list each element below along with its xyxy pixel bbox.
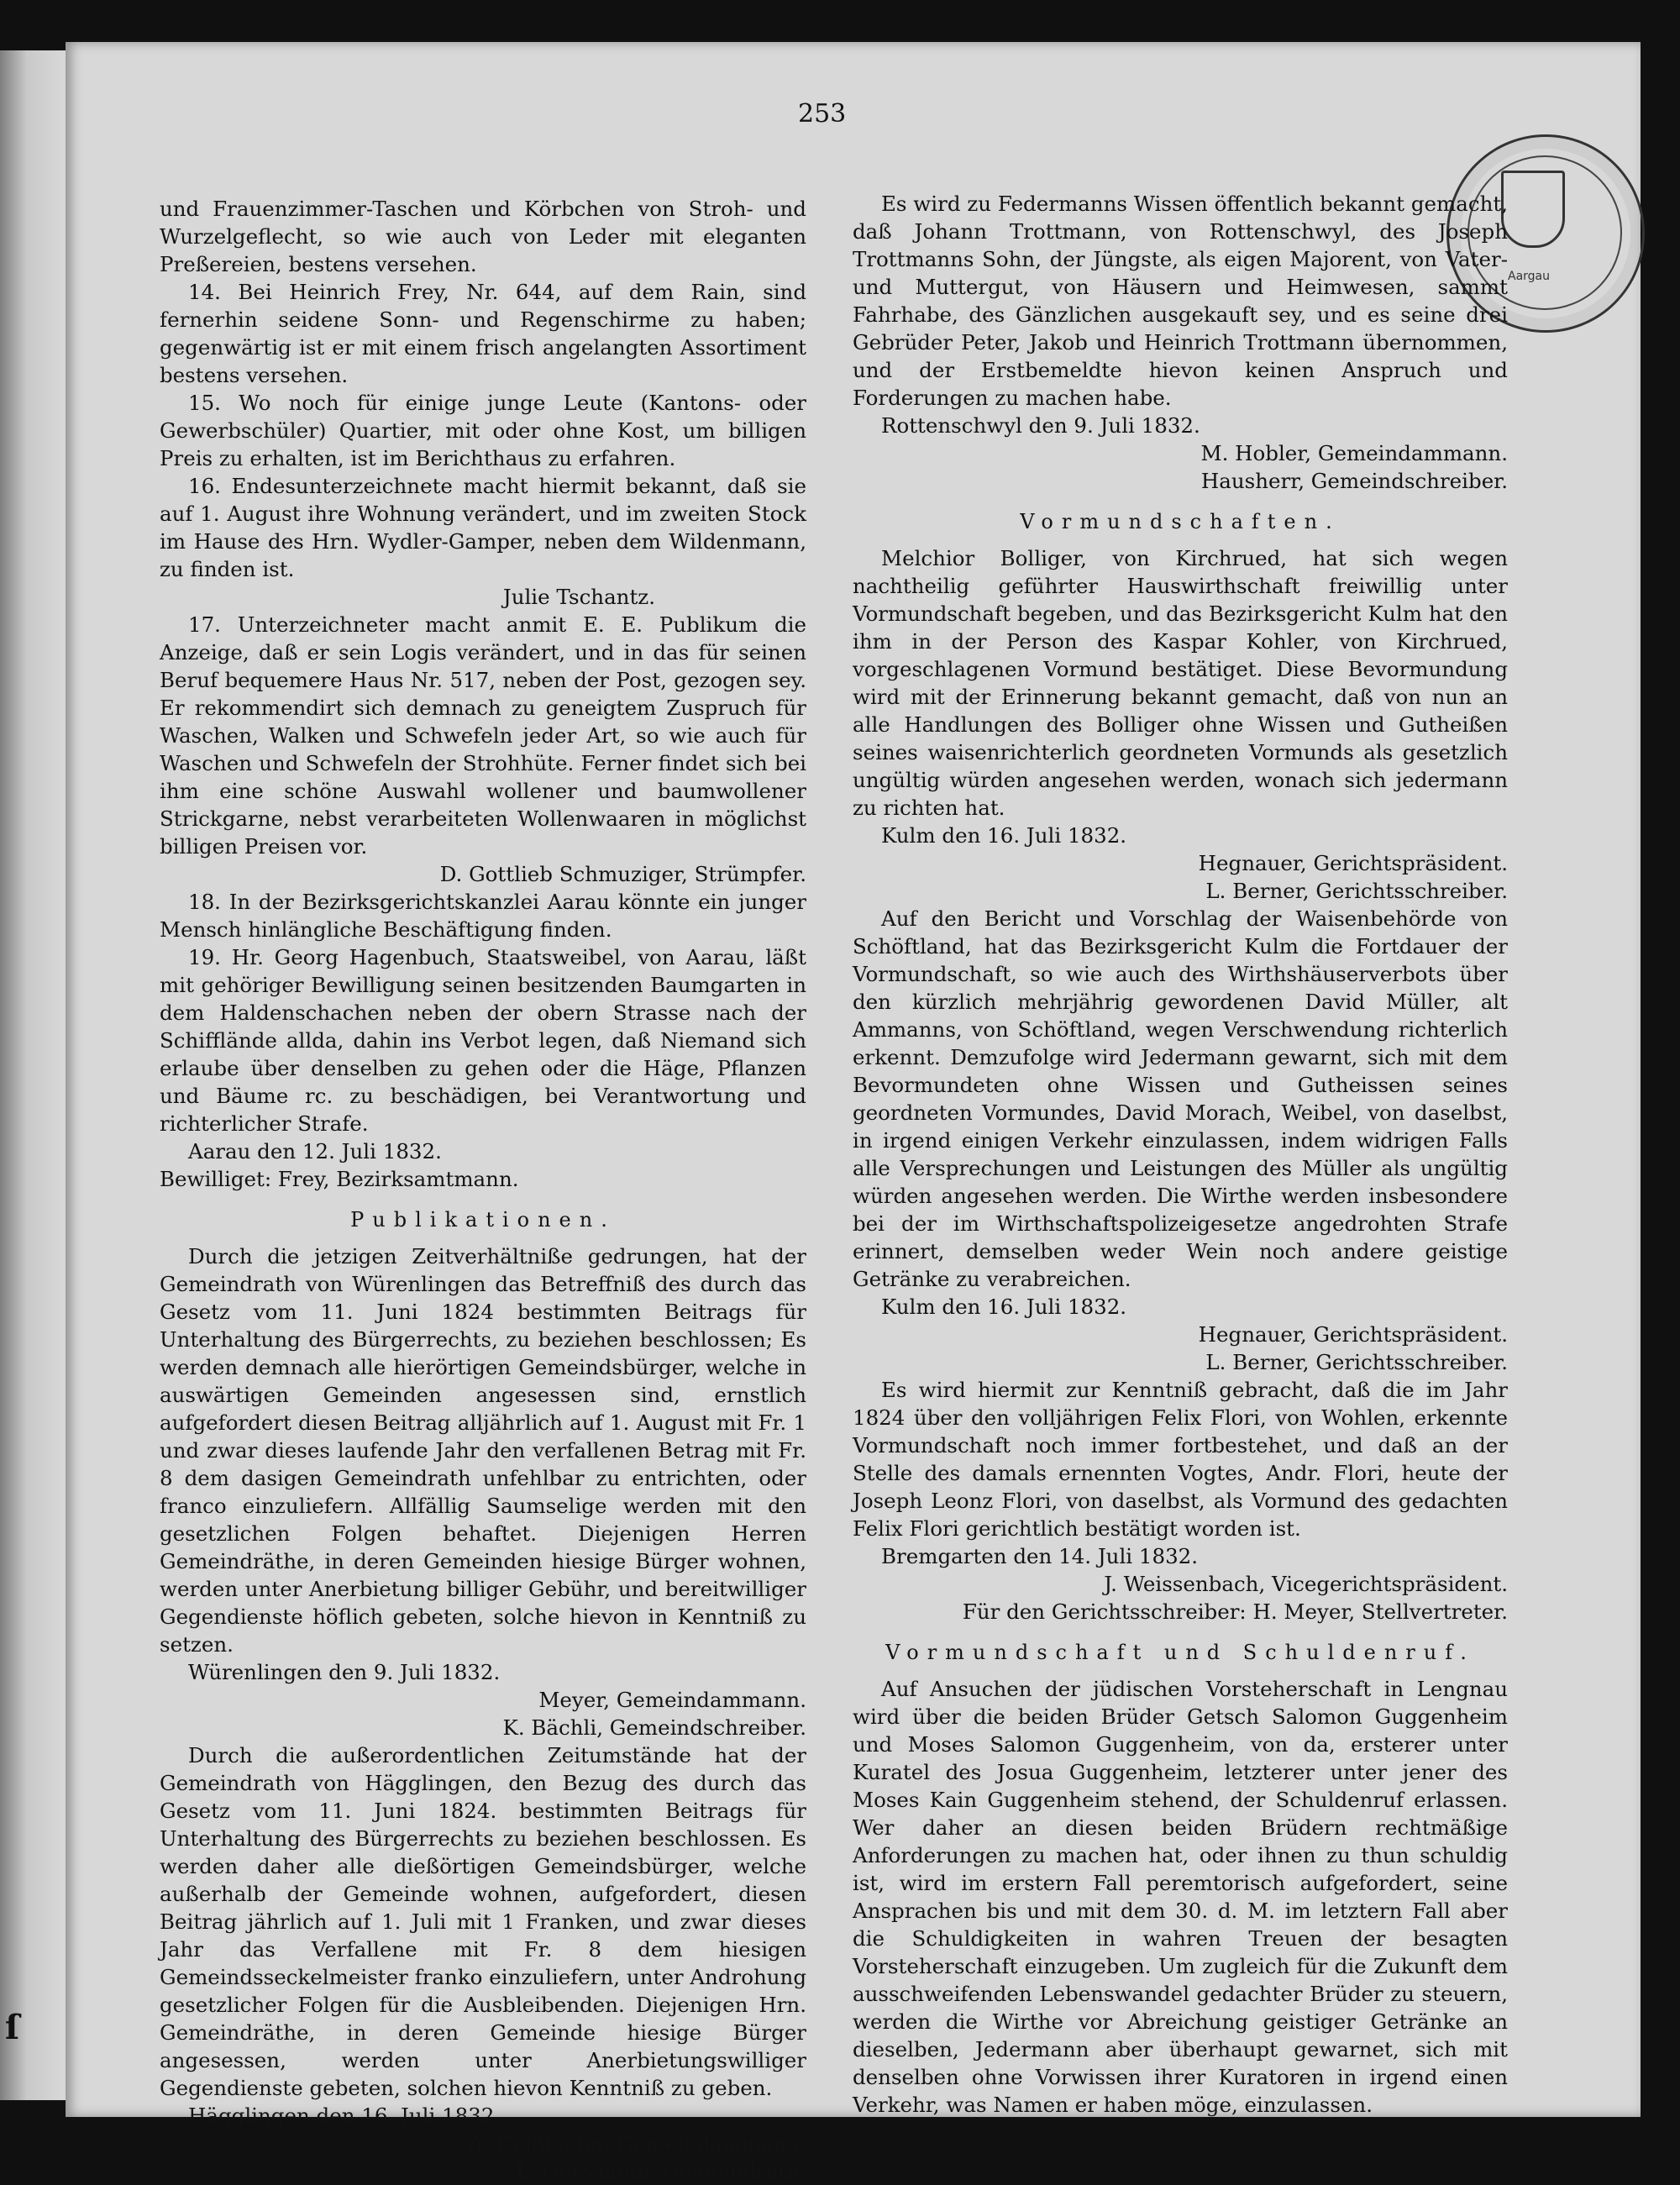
notice-paragraph: und Frauenzimmer-Taschen und Körbchen von Stroh- und Wurzelgeflecht, so wie auch von Leder mit eleganten Preßereien, bestens versehen. xyxy=(160,197,806,276)
publication-haegglingen: Durch die außerordentlichen Zeitumstände hat der Gemeindrath von Hägglingen, den Bezug des durch das Gesetz vom 11. Juni 1824. bestimmten Beitrags für Unterhaltung des Bürgerrechts zu beziehen beschlossen. Es werden daher alle dießörtigen Gemeindsbürger, welche außerhalb der Gemeinde wohnen, aufgefordert, diesen Beitrag jährlich auf 1. Juli mit 1 Franken, und zwar dieses Jahr das Verfallene mit Fr. 8 dem hiesigen Gemeindsseckelmeister franko einzuliefern, unter Androhung gesetzlicher Folgen für die Ausbleibenden. Diejenigen Hrn. Gemeindräthe, in deren Gemeinde hiesige Bürger angesessen, werden unter Anerbietungswilliger Gegendienste gebeten, solchen hievon Kenntniß zu geben. xyxy=(160,1743,806,2100)
signature: Hegnauer, Gerichtspräsident. xyxy=(1198,851,1508,875)
signature: L. Berner, Gerichtsschreiber. xyxy=(1205,879,1508,903)
notice-17: 17. Unterzeichneter macht anmit E. E. Publikum die Anzeige, daß er sein Logis verändert, und in das für seinen Beruf bequemere Haus Nr. 517, neben der Post, gezogen sey. Er rekommendirt sich demnach zu geneigtem Zuspruch für Waschen, Walken und Schwefeln jeder Art, so wie auch für Waschen und Schwefeln der Strohhüte. Ferner findet sich bei ihm eine schöne Auswahl wollener und baumwollener Strickgarne, nebst verarbeiteten Wollenwaaren in möglichst billigen Preisen vor. xyxy=(160,612,806,859)
notice-16: 16. Endesunterzeichnete macht hiermit bekannt, daß sie auf 1. August ihre Wohnung verändert, und im zweiten Stock im Hause des Hrn. Wydler-Gamper, neben dem Wildenmann, zu finden ist. xyxy=(160,474,806,581)
place-date: Bremgarten den 14. Juli 1832. xyxy=(881,1544,1199,1568)
guardianship-mueller: Auf den Bericht und Vorschlag der Waisenbehörde von Schöftland, hat das Bezirksgericht Kulm die Fortdauer der Vormundschaft, so wie auch des Wirthshäuserverbots über den kürzlich mehrjährig gewordenen David Müller, alt Ammanns, von Schöftland, wegen Verschwendung richterlich erkennt. Demzufolge wird Jedermann gewarnt, sich mit dem Bevormundeten ohne Wissen und Gutheissen seines geordneten Vormundes, David Morach, Weibel, von daselbst, in irgend einigen Verkehr einzulassen, indem widrigen Falls alle Versprechungen und Leistungen des Müller als ungültig würden angesehen werden. Die Wirthe werden insbesondere bei der im Wirthschaftspolizeigesetze angedrohten Strafe erinnert, demselben weder Wein noch andere geistige Getränke zu verabreichen. xyxy=(853,906,1508,1291)
stamp-text: Aargau xyxy=(1508,270,1551,283)
signature: Meyer, Gemeindammann. xyxy=(538,1688,806,1712)
signature: K. Bächli, Gemeindschreiber. xyxy=(502,1715,806,1740)
page-number: 253 xyxy=(798,99,847,129)
left-column xyxy=(160,195,806,2185)
place-date: Rottenschwyl den 9. Juli 1832. xyxy=(881,413,1200,438)
place-date: Hägglingen den 16. Juli 1832. xyxy=(188,2104,501,2128)
signature: D. Gottlieb Schmuziger, Strümpfer. xyxy=(439,862,806,886)
signature: Julie Tschantz. xyxy=(502,585,655,609)
schuldenruf-guggenheim: Auf Ansuchen der jüdischen Vorsteherschaft in Lengnau wird über die beiden Brüder Getsch Salomon Guggenheim und Moses Salomon Guggenheim, von da, ersterer unter Kuratel des Josua Guggenheim, letzterer unter jener des Moses Kain Guggenheim stehend, der Schuldenruf erlassen. Wer daher an diesen beiden Brüdern rechtmäßige Anforderungen zu machen hat, oder ihnen zu thun schuldig ist, wird im erstern Fall peremtorisch aufgefordert, seine Ansprachen bis und mit dem 30. d. M. im letztern Fall aber die Schuldigkeiten in wahren Treuen der besagten Vorsteherschaft einzugeben. Um zugleich für die Zukunft dem ausschweifenden Lebenswandel gedachter Brüder zu steuern, werden die Wirthe vor Abreichung geistiger Getränke an dieselben, Jedermann aber überhaupt gewarnet, sich mit denselben ohne Vorwissen ihrer Kuratoren in irgend einen Verkehr, was Namen er haben möge, einzulassen. xyxy=(853,1677,1508,2117)
shield-icon xyxy=(1501,171,1565,248)
publication-wuerenlingen: Durch die jetzigen Zeitverhältniße gedrungen, hat der Gemeindrath von Würenlingen das Betreffniß des durch das Gesetz vom 11. Juni 1824 bestimmten Beitrags für Unterhaltung des Bürgerrechts, zu beziehen beschlossen; Es werden demnach alle hierörtigen Gemeindsbürger, welche in auswärtigen Gemeinden angesessen sind, ernstlich aufgefordert diesen Beitrag alljährlich auf 1. August mit Fr. 1 und zwar dieses laufende Jahr den verfallenen Betrag mit Fr. 8 dem dasigen Gemeindrath unfehlbar zu entrichten, oder franco einzuliefern. Allfällig Saumselige werden mit den gesetzlichen Folgen behaftet. Diejenigen Herren Gemeindräthe, in deren Gemeinden hiesige Bürger wohnen, werden unter Anerbietung billiger Gebühr, und bereitwilliger Gegendienste höflich gebeten, solche hievon in Kenntniß zu setzen. xyxy=(160,1244,806,1657)
section-heading-publikationen: Publikationen. xyxy=(350,1208,616,1232)
place-date: Aarau den 12. Juli 1832. xyxy=(188,1139,442,1163)
signature: Für den Gerichtsschreiber: H. Meyer, Stellvertreter. xyxy=(962,1599,1508,1624)
notice-19: 19. Hr. Georg Hagenbuch, Staatsweibel, von Aarau, läßt mit gehöriger Bewilligung seinen besitzenden Baumgarten in dem Haldenschachen neben der obern Strasse nach der Schifflände allda, dahin ins Verbot legen, daß Niemand sich erlaube über denselben zu gehen oder die Häge, Pflanzen und Bäume rc. zu beschädigen, bei Verantwortung und richterlicher Strafe. xyxy=(160,945,806,1136)
right-column xyxy=(853,190,1508,2119)
signature: L. Berner, Gerichtsschreiber. xyxy=(1205,1350,1508,1374)
notice-15: 15. Wo noch für einige junge Leute (Kantons- oder Gewerbschüler) Quartier, mit oder ohne Kost, um billigen Preis zu erhalten, ist im Berichthaus zu erfahren. xyxy=(160,391,806,470)
adjacent-page-glyph: ſ xyxy=(5,2008,20,2047)
approval-line: Bewilliget: Frey, Bezirksamtmann. xyxy=(160,1167,519,1191)
section-heading-vormundschaften: Vormundschaften. xyxy=(1020,510,1341,533)
place-date: Kulm den 16. Juli 1832. xyxy=(881,823,1127,848)
signature: Hegnauer, Gerichtspräsident. xyxy=(1198,1322,1508,1347)
signature: L. Geißmann, Gemeindrath. xyxy=(516,2159,806,2183)
signature: J. Weissenbach, Vicegerichtspräsident. xyxy=(1104,1572,1508,1596)
guardianship-bolliger: Melchior Bolliger, von Kirchrued, hat sich wegen nachtheilig geführter Hauswirthschaft freiwillig unter Vormundschaft begeben, und das Bezirksgericht Kulm hat den ihm in der Person des Kaspar Kohler, von Kirchrued, vorgeschlagenen Vormund bestätiget. Diese Bevormundung wird mit der Erinnerung bekannt gemacht, daß von nun an alle Handlungen des Bolliger ohne Wissen und Gutheißen seines waisenrichterlich geordneten Vormunds als gesetzlich ungültig würden angesehen werden, wonach sich jedermann zu richten hat. xyxy=(853,546,1508,820)
signature: Hausherr, Gemeindschreiber. xyxy=(1200,469,1508,493)
place-date: Würenlingen den 9. Juli 1832. xyxy=(188,1660,501,1684)
adjacent-page-edge xyxy=(0,50,67,2100)
place-date: Kulm den 16. Juli 1832. xyxy=(881,1295,1127,1319)
signature: M. Hobler, Gemeindammann. xyxy=(1200,441,1508,465)
notice-14: 14. Bei Heinrich Frey, Nr. 644, auf dem Rain, sind fernerhin seidene Sonn- und Regenschirme zu haben; gegenwärtig ist er mit einem frisch angelangten Assortiment bestens versehen. xyxy=(160,280,806,387)
notice-18: 18. In der Bezirksgerichtskanzlei Aarau könnte ein junger Mensch hinlängliche Beschäftigung finden. xyxy=(160,890,806,942)
notice-rottenschwyl: Es wird zu Federmanns Wissen öffentlich bekannt gemacht, daß Johann Trottmann, von Rottenschwyl, des Joseph Trottmanns Sohn, der Jüngste, als eigen Majorent, von Vater- und Muttergut, von Häusern und Heimwesen, sammt Fahrhabe, des Gänzlichen ausgekauft sey, und es seine drei Gebrüder Peter, Jakob und Heinrich Trottmann übernommen, und der Erstbemeldte hievon keinen Anspruch und Forderungen zu machen habe. xyxy=(853,192,1508,410)
section-heading-schuldenruf: Vormundschaft und Schuldenruf. xyxy=(885,1641,1475,1664)
signature: A. Geißmann, Gemeindammann. xyxy=(468,2131,806,2156)
guardianship-flori: Es wird hiermit zur Kenntniß gebracht, daß die im Jahr 1824 über den volljährigen Felix Flori, von Wohlen, erkennte Vormundschaft noch immer fortbestehet, und daß an der Stelle des damals ernennten Vogtes, Andr. Flori, heute der Joseph Leonz Flori, von daselbst, als Vormund des gedachten Felix Flori gerichtlich bestätigt worden ist. xyxy=(853,1378,1508,1541)
